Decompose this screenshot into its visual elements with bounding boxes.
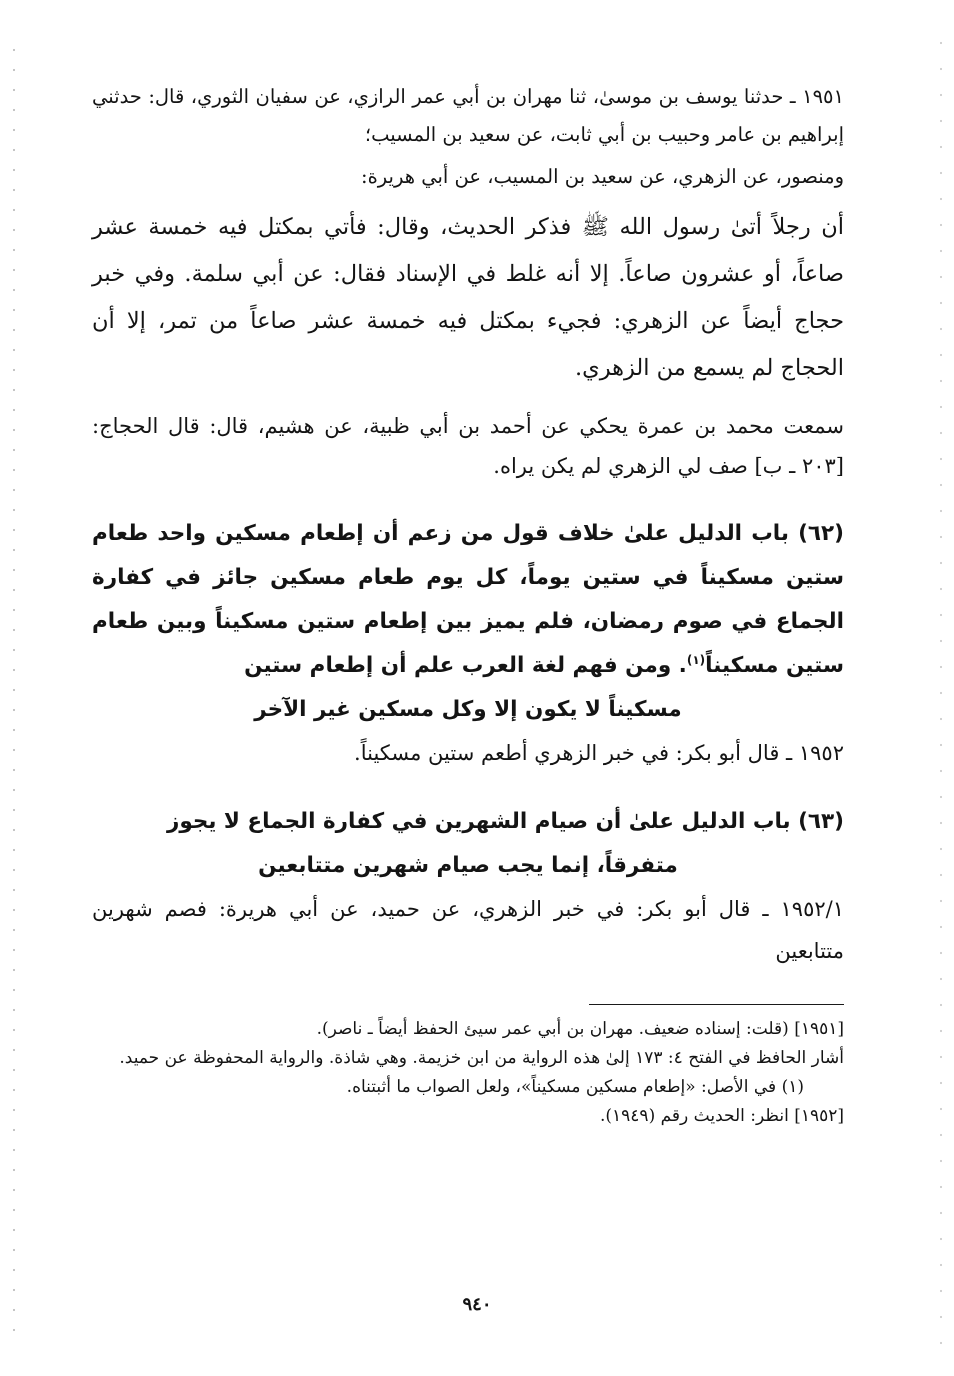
page-body	[92, 78, 844, 1131]
footnote-1951-b: أشار الحافظ في الفتح ٤: ١٧٣ إلىٰ هذه الرواية من ابن خزيمة. وهي شاذة. والرواية المحفوظة عن حميد.	[119, 1048, 844, 1068]
footnote-1952: [١٩٥٢] انظر: الحديث رقم (١٩٤٩).	[599, 1106, 844, 1126]
hadith-1951-matn: أن رجلاً أتىٰ رسول الله ﷺ فذكر الحديث، وقال: فأتي بمكتل فيه خمسة عشر صاعاً، أو عشرون صاعاً. إلا أنه غلط في الإسناد فقال: عن أبي سلمة. وفي خبر حجاج أيضاً عن الزهري: فجيء بمكتل فيه خمسة عشر صاعاً من تمر، إلا أن الحجاج لم يسمع من الزهري.	[92, 214, 844, 381]
narration-paragraph: سمعت محمد بن عمرة يحكي عن أحمد بن أبي ظبية، عن هشيم، قال: قال الحجاج: [٢٠٣ ـ ب] صف لي الزهري لم يكن يراه.	[92, 414, 844, 478]
hadith-1952-1: ١٩٥٢/١ ـ قال أبو بكر: في خبر الزهري، عن حميد، عن أبي هريرة: فصم شهرين متتابعين	[92, 897, 844, 963]
chapter-63-text: (٦٣) باب الدليل علىٰ أن صيام الشهرين في كفارة الجماع لا يجوز	[166, 809, 844, 834]
chapter-63-last-line: متفرقاً، إنما يجب صيام شهرين متتابعين	[258, 853, 678, 878]
footnote-separator	[589, 1004, 844, 1005]
footnote-ref-1: (١)	[686, 652, 706, 667]
footnote-1: (١) في الأصل: «إطعام مسكين مسكيناً»، ولعل الصواب ما أثبتناه.	[346, 1077, 804, 1097]
hadith-1951-isnad: ١٩٥١ ـ حدثنا يوسف بن موسىٰ، ثنا مهران بن أبي عمر الرازي، عن سفيان الثوري، قال: حدثني إبراهيم بن عامر وحبيب بن أبي ثابت، عن سعيد بن المسيب؛	[92, 85, 844, 146]
page-number: ٩٤٠	[462, 1294, 492, 1315]
footnote-1951-a: [١٩٥١] (قلت: إسناده ضعيف. مهران بن أبي عمر سيئ الحفظ أيضاً ـ ناصر).	[316, 1019, 844, 1039]
chapter-62-text-cont: . ومن فهم لغة العرب علم أن إطعام ستين	[244, 653, 687, 678]
hadith-1951-isnad-continuation: ومنصور، عن الزهري، عن سعيد بن المسيب، عن أبي هريرة:	[361, 165, 844, 188]
chapter-62-last-line: مسكيناً لا يكون إلا وكل مسكين غير الآخر	[254, 697, 682, 722]
hadith-1952: ١٩٥٢ ـ قال أبو بكر: في خبر الزهري أطعم ستين مسكيناً.	[354, 741, 844, 765]
scan-margin-dots-right	[940, 30, 942, 1346]
chapter-62-heading	[92, 512, 844, 732]
chapter-62-text: (٦٢) باب الدليل علىٰ خلاف قول من زعم أن إطعام مسكين واحد طعام ستين مسكيناً في ستين يوماً، كل يوم طعام مسكين جائز في كفارة الجماع في صوم رمضان، فلم يميز بين إطعام ستين مسكيناً وبين طعام ستين مسكيناً	[92, 521, 844, 678]
scan-margin-dots-left	[13, 40, 15, 1336]
chapter-63-heading	[92, 800, 844, 888]
